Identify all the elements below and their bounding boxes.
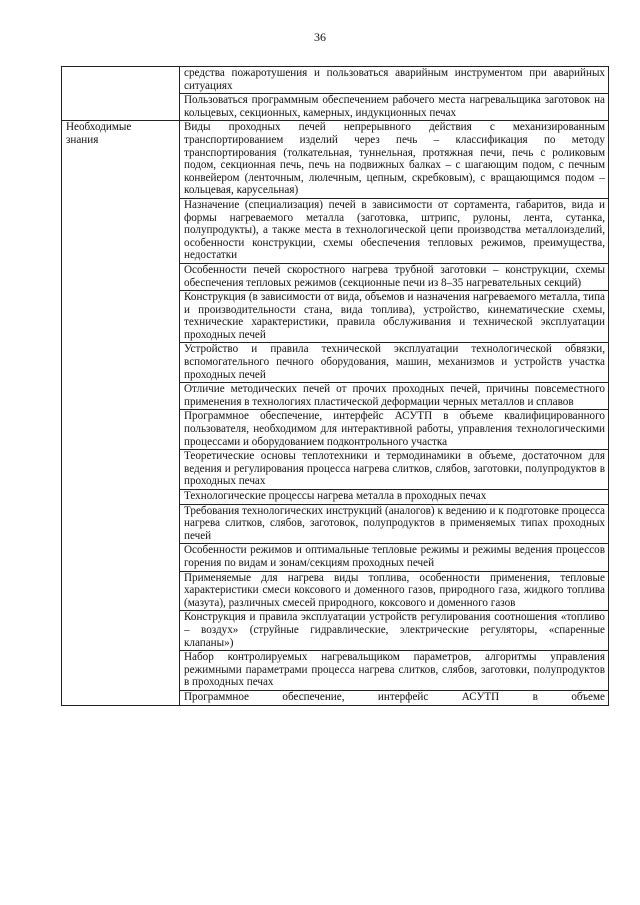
knowledge-table [61, 66, 609, 706]
table-cell: Программное обеспечение, интерфейс АСУТП в объеме [180, 690, 609, 705]
table-cell: Программное обеспечение, интерфейс АСУТП в объеме квалифицированного пользователя, необходимом для интерактивной работы, управления технологическими процессами и оборудованием подконтрольного участка [180, 410, 609, 450]
table-row [62, 121, 609, 199]
table-cell: Особенности режимов и оптимальные тепловые режимы и режимы ведения процессов горения по видам и зонам/секциям проходных печей [180, 544, 609, 571]
table-cell: Назначение (специализация) печей в зависимости от сортамента, габаритов, вида и формы нагреваемого металла (заготовка, штрипс, рулоны, лента, сутанка, полупродукты), а также места в технологической цепи производства металлоизделий, особенности конструкции, схемы обеспечения тепловых режимов, преимущества, недостатки [180, 198, 609, 263]
table-cell: Особенности печей скоростного нагрева трубной заготовки – конструкции, схемы обеспечения тепловых режимов (секционные печи из 8–35 нагревательных секций) [180, 263, 609, 290]
section-label-cell [62, 121, 180, 705]
table-cell: Требования технологических инструкций (аналогов) к ведению и к подготовке процесса нагрева слитков, слябов, заготовок, полупродуктов в применяемых типах проходных печей [180, 504, 609, 544]
table-cell: Теоретические основы теплотехники и термодинамики в объеме, достаточном для ведения и регулирования процесса нагрева слитков, слябов, заготовки, полупродуктов в проходных печах [180, 450, 609, 490]
table-cell: Устройство и правила технической эксплуатации технологической обвязки, вспомогательного печного оборудования, машин, механизмов и устройств участка проходных печей [180, 343, 609, 383]
section-label: Необходимые знания [66, 121, 132, 146]
table-cell: Конструкция и правила эксплуатации устройств регулирования соотношения «топливо – воздух» (струйные гидравлические, электрические регуляторы, «спаренные клапаны») [180, 611, 609, 651]
table-cell: средства пожаротушения и пользоваться аварийным инструментом при аварийных ситуациях [180, 67, 609, 94]
table-row [62, 67, 609, 94]
table-cell: Технологические процессы нагрева металла в проходных печах [180, 490, 609, 505]
table-cell: Конструкция (в зависимости от вида, объемов и назначения нагреваемого металла, типа и производительности стана, вида топлива), устройство, кинематические схемы, технические характеристики, правила обслуживания и технической эксплуатации проходных печей [180, 291, 609, 343]
table-cell: Отличие методических печей от прочих проходных печей, причины повсеместного применения в технологиях пластической деформации черных металлов и сплавов [180, 383, 609, 410]
empty-label-cell [62, 67, 180, 121]
table-cell: Виды проходных печей непрерывного действия с механизированным транспортированием изделий через печь – классификация по методу транспортирования (толкательная, туннельная, протяжная печи, печь с роликовым подом, секционная печь, печь на подвижных балках – с шагающим подом, с печным конвейером (ленточным, люлечным, цепным, скребковым), с вращающимся подом – кольцевая, карусельная) [180, 121, 609, 199]
table-cell: Применяемые для нагрева виды топлива, особенности применения, тепловые характеристики смеси коксового и доменного газов, природного газа, жидкого топлива (мазута), различных смесей природного, коксового и доменного газов [180, 571, 609, 611]
table-cell: Набор контролируемых нагревальщиком параметров, алгоритмы управления режимными параметрами процесса нагрева слитков, слябов, заготовки, полупродуктов в проходных печах [180, 651, 609, 691]
page-number: 36 [314, 30, 326, 44]
table-cell: Пользоваться программным обеспечением рабочего места нагревальщика заготовок на кольцевых, секционных, камерных, индукционных печах [180, 94, 609, 121]
